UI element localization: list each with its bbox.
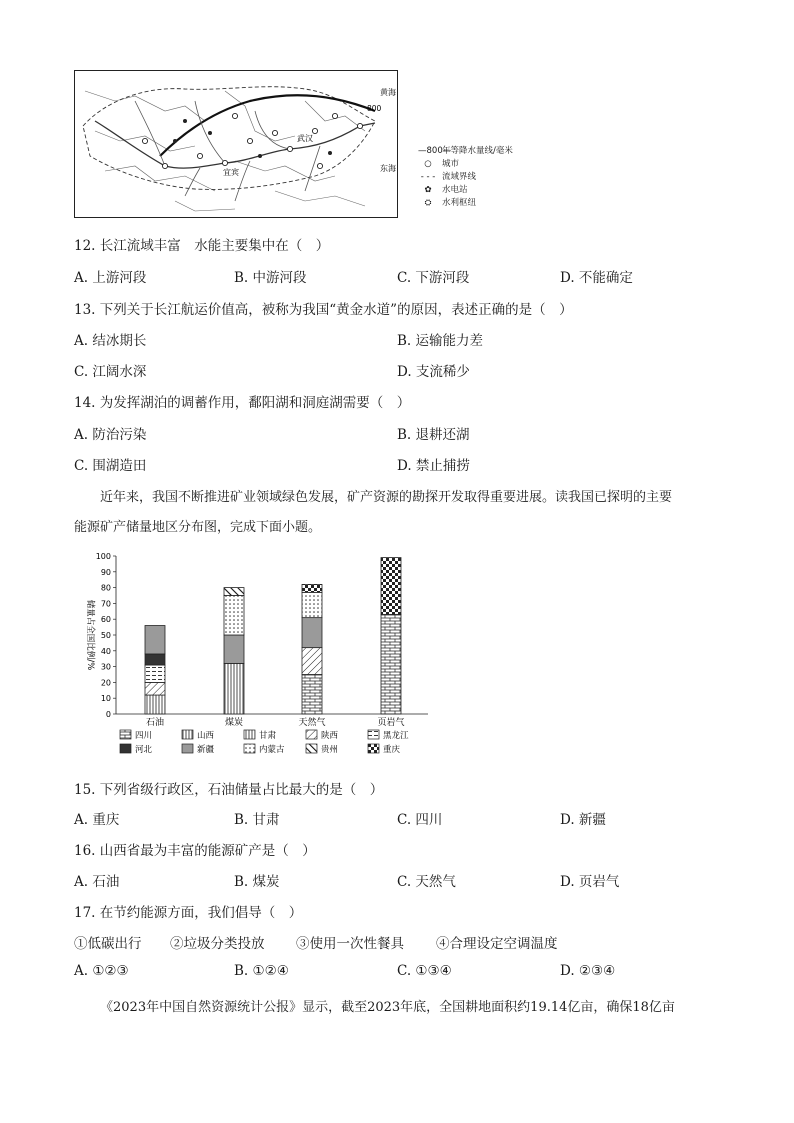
yangtze-basin-map	[74, 70, 398, 218]
y-tick-label: 50	[100, 631, 111, 640]
q17-option-c[interactable]: C. ①③④	[397, 963, 452, 979]
q13-option-d[interactable]: D. 支流稀少	[397, 364, 470, 380]
label-east-sea: 东海	[380, 164, 396, 173]
footer-paragraph: 《2023年中国自然资源统计公报》显示，截至2023年底，全国耕地面积约19.14亿亩，确保18亿亩	[100, 1000, 675, 1015]
bar-segment	[302, 648, 322, 675]
q15-stem: 15. 下列省级行政区，石油储量占比最大的是（ ）	[74, 782, 384, 798]
q13-option-a[interactable]: A. 结冰期长	[74, 333, 147, 349]
label-yellow-sea: 黄海	[380, 88, 396, 97]
bar-segment	[224, 588, 244, 596]
legend-hydropower: ✿ 水电站	[424, 185, 468, 195]
q14-option-a[interactable]: A. 防治污染	[74, 427, 147, 443]
q12-option-b[interactable]: B. 中游河段	[234, 270, 307, 286]
q13-option-c[interactable]: C. 江阔水深	[74, 364, 147, 380]
bar-segment	[145, 665, 165, 682]
legend-isohyet: —800— 年等降水量线/毫米	[418, 146, 513, 156]
legend-label: 山西	[197, 731, 215, 741]
x-tick-label: 石油	[145, 718, 165, 728]
q13-stem: 13. 下列关于长江航运价值高，被称为我国“黄金水道”的原因，表述正确的是（ ）	[74, 302, 573, 318]
legend-label: 四川	[135, 731, 153, 741]
x-tick-label: 天然气	[298, 718, 326, 728]
legend-label: 新疆	[197, 745, 215, 755]
y-axis-label: 储量占全国比例/%	[85, 599, 95, 671]
q17-option-b[interactable]: B. ①②④	[234, 963, 289, 979]
bar-segment	[224, 635, 244, 663]
bar-segment	[145, 695, 165, 714]
q13-option-b[interactable]: B. 运输能力差	[397, 333, 484, 349]
legend-label: 重庆	[383, 745, 401, 755]
label-yichang: 宜宾	[223, 168, 239, 177]
y-tick-label: 70	[100, 599, 111, 609]
stacked-bar-chart	[68, 546, 448, 761]
bar-segment	[381, 558, 401, 615]
y-tick-label: 30	[100, 662, 111, 672]
q15-option-c[interactable]: C. 四川	[397, 812, 443, 828]
legend-label: 陕西	[321, 731, 339, 741]
legend-swatch	[120, 744, 131, 753]
legend-basin-boundary: - - - 流域界线	[420, 172, 477, 182]
q16-option-b[interactable]: B. 煤炭	[234, 874, 280, 890]
q15-option-b[interactable]: B. 甘肃	[234, 812, 280, 828]
q14-stem: 14. 为发挥湖泊的调蓄作用，鄱阳湖和洞庭湖需要（ ）	[74, 395, 411, 411]
q17-item-2: ②垃圾分类投放	[170, 936, 265, 952]
legend-water-project: ⛭ 水利枢纽	[424, 198, 477, 208]
legend-label: 河北	[135, 745, 153, 755]
q16-option-d[interactable]: D. 页岩气	[560, 874, 620, 890]
energy-reserves-chart	[68, 546, 448, 761]
bar-segment	[381, 614, 401, 714]
bar-segment	[302, 618, 322, 648]
y-tick-label: 10	[100, 694, 111, 704]
map-legend	[418, 145, 513, 210]
y-tick-label: 20	[100, 678, 111, 688]
y-tick-label: 100	[95, 552, 111, 561]
legend-swatch	[368, 730, 379, 739]
legend-label: 内蒙古	[259, 745, 285, 755]
q14-option-d[interactable]: D. 禁止捕捞	[397, 458, 470, 474]
q16-option-c[interactable]: C. 天然气	[397, 874, 456, 890]
x-tick-label: 煤炭	[224, 718, 244, 728]
legend-swatch	[120, 730, 131, 739]
bar-segment	[145, 654, 165, 665]
x-tick-label: 页岩气	[377, 718, 405, 728]
legend-label: 黑龙江	[383, 731, 409, 741]
legend-label: 甘肃	[259, 731, 277, 741]
q17-item-4: ④合理设定空调温度	[436, 936, 558, 952]
bar-segment	[224, 596, 244, 636]
bar-segment	[224, 663, 244, 714]
label-wuhan: 武汉	[297, 134, 313, 143]
legend-swatch	[368, 744, 379, 753]
q12-option-d[interactable]: D. 不能确定	[560, 270, 633, 286]
legend-swatch	[244, 730, 255, 739]
y-tick-label: 60	[100, 615, 111, 625]
legend-swatch	[306, 744, 317, 753]
legend-swatch	[182, 730, 193, 739]
q17-option-a[interactable]: A. ①②③	[74, 963, 129, 979]
bar-segment	[302, 675, 322, 715]
q17-option-d[interactable]: D. ②③④	[560, 963, 616, 979]
intro-line-1: 近年来，我国不断推进矿业领域绿色发展，矿产资源的勘探开发取得重要进展。读我国已探明的主要	[100, 490, 673, 505]
q12-stem: 12. 长江流域丰富 水能主要集中在（ ）	[74, 238, 330, 254]
y-tick-label: 40	[100, 646, 111, 656]
y-tick-label: 90	[100, 567, 111, 577]
q15-option-a[interactable]: A. 重庆	[74, 812, 120, 828]
q16-option-a[interactable]: A. 石油	[74, 874, 120, 890]
label-isohyet-800: 800	[367, 104, 382, 113]
q17-stem: 17. 在节约能源方面，我们倡导（ ）	[74, 905, 303, 921]
bar-segment	[302, 592, 322, 617]
q16-stem: 16. 山西省最为丰富的能源矿产是（ ）	[74, 843, 316, 859]
q17-item-1: ①低碳出行	[74, 936, 142, 952]
bar-segment	[302, 584, 322, 592]
q15-option-d[interactable]: D. 新疆	[560, 812, 606, 828]
q14-option-b[interactable]: B. 退耕还湖	[397, 427, 470, 443]
q12-option-c[interactable]: C. 下游河段	[397, 270, 470, 286]
y-tick-label: 80	[100, 583, 111, 593]
q17-item-3: ③使用一次性餐具	[296, 936, 404, 952]
legend-swatch	[306, 730, 317, 739]
bar-segment	[145, 682, 165, 695]
bar-segment	[145, 626, 165, 654]
legend-label: 贵州	[321, 745, 339, 755]
legend-swatch	[244, 744, 255, 753]
map-drawing	[75, 71, 397, 217]
q12-option-a[interactable]: A. 上游河段	[74, 270, 147, 286]
legend-swatch	[182, 744, 193, 753]
y-tick-label: 0	[105, 710, 111, 719]
legend-city: ○ 城市	[424, 159, 460, 169]
q14-option-c[interactable]: C. 围湖造田	[74, 458, 147, 474]
intro-line-2: 能源矿产储量地区分布图，完成下面小题。	[74, 520, 322, 535]
